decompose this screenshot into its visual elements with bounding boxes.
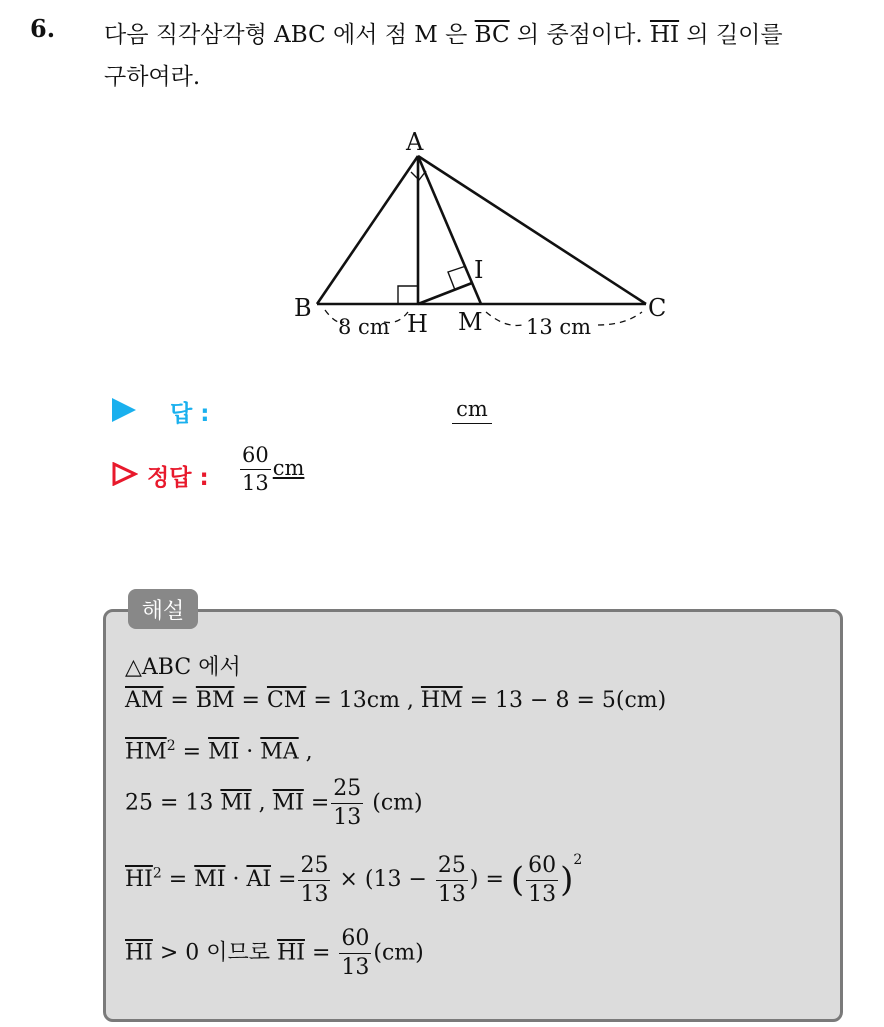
positive-text: > 0 이므로 xyxy=(152,940,278,966)
correct-label-text: 정답 xyxy=(147,465,192,491)
length-bh: 8 cm xyxy=(338,315,390,339)
eq-sign: = xyxy=(163,688,196,713)
fraction-numerator: 60 xyxy=(339,928,371,954)
correct-label xyxy=(147,459,209,492)
eq-25-13: 25 = 13 xyxy=(125,790,221,816)
answer-label-text: 답 xyxy=(170,401,193,427)
label-b: B xyxy=(294,294,312,322)
answer-label xyxy=(170,395,209,428)
superscript: 2 xyxy=(152,865,162,882)
seg-cm: $\overline{CM}$ xyxy=(266,688,307,713)
brace-mc-2 xyxy=(598,312,642,325)
label-c: C xyxy=(648,294,667,322)
superscript-2: 2 xyxy=(573,852,583,868)
fraction-60-13 xyxy=(339,928,371,979)
outlined-triangle-icon xyxy=(112,462,138,486)
seg-ai: $\overline{AI}$ xyxy=(246,867,272,892)
question-line-2: 구하여라. xyxy=(104,64,201,90)
brace-mc xyxy=(486,312,522,325)
comma: , xyxy=(298,739,313,765)
seg-mi-2: $\overline{MI}$ xyxy=(272,790,304,816)
superscript: 2 xyxy=(166,738,176,754)
label-a: A xyxy=(406,128,424,156)
correct-colon: : xyxy=(199,465,209,491)
fraction-25-13-a xyxy=(298,852,330,907)
segment-hi: $\overline{HI}$ xyxy=(649,22,680,48)
solution-line-5 xyxy=(125,852,582,906)
question-line-1 xyxy=(104,16,783,49)
segment-hi-line xyxy=(418,283,472,304)
eq-sign: = xyxy=(304,940,338,966)
seg-am: $\overline{AM}$ xyxy=(125,688,164,713)
fraction-denominator: 13 xyxy=(333,805,362,830)
fraction-numerator: 25 xyxy=(331,778,363,804)
correct-fraction xyxy=(240,445,271,494)
times-expr: × (13 − xyxy=(332,867,434,892)
question-text-mid: 의 중점이다. xyxy=(516,22,643,48)
fraction-numerator: 60 xyxy=(240,445,271,470)
label-h: H xyxy=(407,310,428,338)
median-am xyxy=(418,156,484,304)
seg-hi: $\overline{HI}$ xyxy=(125,940,153,966)
fraction-denominator: 13 xyxy=(528,881,557,907)
dot-sign: · xyxy=(225,867,247,892)
eq-sign-2: = xyxy=(271,867,297,892)
solution-line-6 xyxy=(125,928,424,979)
fraction-25-13 xyxy=(331,778,363,829)
right-triangle-icon xyxy=(112,398,138,422)
side-ab xyxy=(317,156,418,304)
unit-cm: (cm) xyxy=(373,940,424,966)
label-m: M xyxy=(458,308,483,336)
question-text: 다음 직각삼각형 ABC 에서 점 M 은 xyxy=(104,22,468,48)
question-text-end: 의 길이를 xyxy=(686,22,783,48)
close-paren: ) = xyxy=(469,867,511,892)
seg-mi: $\overline{MI}$ xyxy=(208,739,240,765)
answer-unit: cm xyxy=(456,397,488,421)
answer-colon: : xyxy=(200,401,210,427)
left-paren: ( xyxy=(510,860,525,900)
correct-unit: cm xyxy=(272,456,305,480)
fraction-numerator: 25 xyxy=(298,855,330,881)
answer-blank[interactable] xyxy=(452,397,492,424)
eq-sign: = xyxy=(175,739,209,765)
dot-sign: · xyxy=(239,739,261,765)
seg-mi: $\overline{MI}$ xyxy=(194,867,226,892)
solution-line-1: △ABC 에서 xyxy=(125,655,241,680)
fraction-numerator: 25 xyxy=(436,855,468,881)
solution-line-2 xyxy=(125,688,666,713)
eq-sign-2: = xyxy=(234,688,267,713)
segment-bc: $\overline{BC}$ xyxy=(474,22,510,48)
fraction-numerator: 60 xyxy=(526,855,558,881)
length-mc: 13 cm xyxy=(526,315,592,339)
right-angle-h xyxy=(398,286,418,304)
label-i: I xyxy=(474,256,484,284)
fraction-denominator: 13 xyxy=(242,471,269,495)
correct-value xyxy=(238,445,304,494)
solution-line-4 xyxy=(125,778,423,829)
question-number: 6. xyxy=(30,14,56,43)
seg-mi: $\overline{MI}$ xyxy=(220,790,252,816)
eq-sign: = xyxy=(161,867,195,892)
solution-tag: 해설 xyxy=(128,589,198,629)
fraction-25-13-b xyxy=(436,852,468,907)
comma: , xyxy=(251,790,273,816)
seg-hm: $\overline{HM}$ xyxy=(420,688,463,713)
unit-cm: (cm) xyxy=(365,790,423,816)
fraction-denominator: 13 xyxy=(437,881,466,907)
fraction-denominator: 13 xyxy=(341,955,370,980)
right-paren: ) xyxy=(560,860,574,900)
fraction-denominator: 13 xyxy=(300,881,329,907)
fraction-60-13 xyxy=(526,852,558,907)
triangle-figure xyxy=(280,120,700,350)
seg-bm: $\overline{BM}$ xyxy=(195,688,235,713)
seg-ma: $\overline{MA}$ xyxy=(260,739,299,765)
seg-hm: $\overline{HM}$ xyxy=(125,739,167,765)
eq-5cm: = 13 − 8 = 5(cm) xyxy=(462,688,667,713)
eq-13cm: = 13cm , xyxy=(306,688,421,713)
solution-line-3 xyxy=(125,738,313,764)
seg-hi-2: $\overline{HI}$ xyxy=(277,940,305,966)
eq-sign: = xyxy=(303,790,330,816)
seg-hi: $\overline{HI}$ xyxy=(125,867,153,892)
